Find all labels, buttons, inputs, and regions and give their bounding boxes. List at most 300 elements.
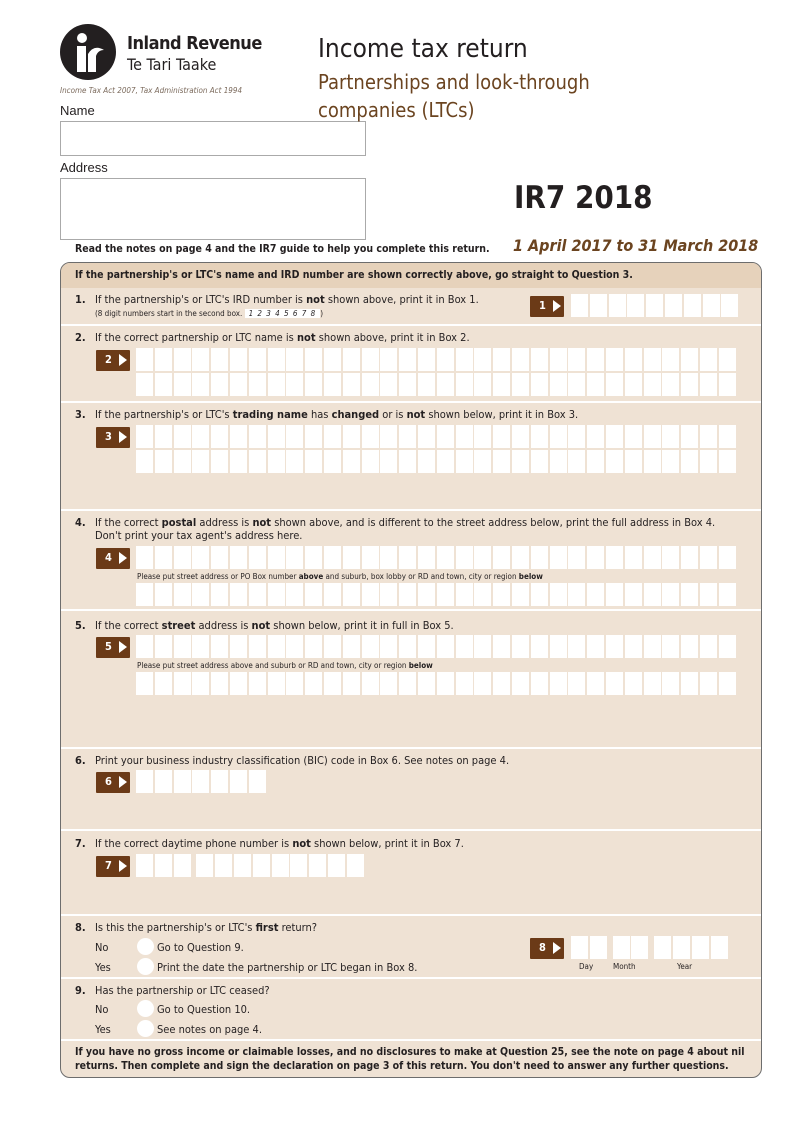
character-cell[interactable] [286,373,303,396]
character-cell[interactable] [644,672,661,695]
character-cell[interactable] [662,373,679,396]
character-cell[interactable] [305,635,322,658]
character-cell[interactable] [272,854,289,877]
character-cell[interactable] [286,635,303,658]
character-cell[interactable] [474,546,491,569]
character-cell[interactable] [493,450,510,473]
character-cell[interactable] [343,672,360,695]
character-cell[interactable] [253,854,270,877]
character-cell[interactable] [211,425,228,448]
q9-yes-radio[interactable] [137,1020,154,1037]
character-cell[interactable] [662,546,679,569]
character-cell[interactable] [719,672,736,695]
character-cell[interactable] [703,294,720,317]
character-cell[interactable] [230,770,247,793]
character-cell[interactable] [437,672,454,695]
character-cell[interactable] [174,373,191,396]
character-cell[interactable] [174,425,191,448]
character-cell[interactable] [700,635,717,658]
character-cell[interactable] [681,450,698,473]
character-cell[interactable] [587,425,604,448]
character-cell[interactable] [249,425,266,448]
character-cell[interactable] [136,672,153,695]
character-cell[interactable] [550,546,567,569]
character-cell[interactable] [249,583,266,606]
character-cell[interactable] [662,635,679,658]
character-cell[interactable] [662,348,679,371]
character-cell[interactable] [347,854,364,877]
character-cell[interactable] [230,348,247,371]
character-cell[interactable] [644,348,661,371]
character-cell[interactable] [399,583,416,606]
character-cell[interactable] [328,854,345,877]
character-cell[interactable] [399,425,416,448]
character-cell[interactable] [249,546,266,569]
character-cell[interactable] [568,583,585,606]
character-cell[interactable] [399,373,416,396]
character-cell[interactable] [644,635,661,658]
character-cell[interactable] [192,546,209,569]
box-2-name-line-2[interactable] [136,373,738,396]
box-5-street-line-2[interactable] [136,672,738,695]
character-cell[interactable] [380,425,397,448]
character-cell[interactable] [493,373,510,396]
character-cell[interactable] [719,373,736,396]
character-cell[interactable] [625,450,642,473]
character-cell[interactable] [399,348,416,371]
character-cell[interactable] [719,348,736,371]
character-cell[interactable] [437,583,454,606]
character-cell[interactable] [268,348,285,371]
name-field[interactable] [60,121,366,156]
character-cell[interactable] [155,854,172,877]
character-cell[interactable] [609,294,626,317]
character-cell[interactable] [136,348,153,371]
character-cell[interactable] [673,936,690,959]
character-cell[interactable] [343,373,360,396]
character-cell[interactable] [493,635,510,658]
character-cell[interactable] [196,854,213,877]
character-cell[interactable] [654,936,671,959]
character-cell[interactable] [155,450,172,473]
character-cell[interactable] [324,583,341,606]
character-cell[interactable] [249,450,266,473]
character-cell[interactable] [606,635,623,658]
box-6-bic-code[interactable] [136,770,268,793]
character-cell[interactable] [512,583,529,606]
box-8-start-date[interactable] [571,936,729,959]
character-cell[interactable] [456,348,473,371]
character-cell[interactable] [474,348,491,371]
character-cell[interactable] [531,635,548,658]
character-cell[interactable] [711,936,728,959]
character-cell[interactable] [437,348,454,371]
character-cell[interactable] [399,635,416,658]
character-cell[interactable] [719,583,736,606]
box-3-trading-name-line-2[interactable] [136,450,738,473]
character-cell[interactable] [662,450,679,473]
character-cell[interactable] [174,770,191,793]
character-cell[interactable] [700,546,717,569]
character-cell[interactable] [174,672,191,695]
character-cell[interactable] [550,583,567,606]
character-cell[interactable] [418,425,435,448]
character-cell[interactable] [174,854,191,877]
character-cell[interactable] [268,635,285,658]
character-cell[interactable] [493,583,510,606]
character-cell[interactable] [493,425,510,448]
q8-yes-radio[interactable] [137,958,154,975]
character-cell[interactable] [571,294,588,317]
character-cell[interactable] [590,294,607,317]
character-cell[interactable] [719,450,736,473]
character-cell[interactable] [136,770,153,793]
character-cell[interactable] [474,373,491,396]
character-cell[interactable] [550,425,567,448]
character-cell[interactable] [230,635,247,658]
character-cell[interactable] [531,348,548,371]
character-cell[interactable] [399,546,416,569]
character-cell[interactable] [512,373,529,396]
character-cell[interactable] [550,373,567,396]
character-cell[interactable] [136,546,153,569]
character-cell[interactable] [587,348,604,371]
character-cell[interactable] [249,348,266,371]
character-cell[interactable] [305,450,322,473]
character-cell[interactable] [681,635,698,658]
character-cell[interactable] [606,583,623,606]
character-cell[interactable] [681,373,698,396]
character-cell[interactable] [136,373,153,396]
character-cell[interactable] [474,583,491,606]
character-cell[interactable] [681,546,698,569]
character-cell[interactable] [625,583,642,606]
character-cell[interactable] [418,546,435,569]
character-cell[interactable] [437,635,454,658]
character-cell[interactable] [211,546,228,569]
character-cell[interactable] [606,425,623,448]
character-cell[interactable] [644,373,661,396]
character-cell[interactable] [305,348,322,371]
character-cell[interactable] [512,450,529,473]
character-cell[interactable] [343,583,360,606]
character-cell[interactable] [437,425,454,448]
character-cell[interactable] [211,635,228,658]
character-cell[interactable] [305,373,322,396]
character-cell[interactable] [286,583,303,606]
character-cell[interactable] [286,672,303,695]
character-cell[interactable] [343,635,360,658]
character-cell[interactable] [324,425,341,448]
character-cell[interactable] [606,672,623,695]
character-cell[interactable] [343,450,360,473]
character-cell[interactable] [613,936,630,959]
character-cell[interactable] [380,672,397,695]
character-cell[interactable] [174,583,191,606]
box-4-postal-line-2[interactable] [136,583,738,606]
character-cell[interactable] [550,450,567,473]
character-cell[interactable] [456,546,473,569]
character-cell[interactable] [512,672,529,695]
character-cell[interactable] [606,546,623,569]
character-cell[interactable] [644,546,661,569]
character-cell[interactable] [550,348,567,371]
character-cell[interactable] [362,635,379,658]
character-cell[interactable] [380,373,397,396]
character-cell[interactable] [211,770,228,793]
character-cell[interactable] [531,450,548,473]
character-cell[interactable] [568,450,585,473]
character-cell[interactable] [286,425,303,448]
character-cell[interactable] [324,546,341,569]
character-cell[interactable] [418,635,435,658]
character-cell[interactable] [571,936,588,959]
character-cell[interactable] [719,546,736,569]
character-cell[interactable] [587,450,604,473]
character-cell[interactable] [627,294,644,317]
character-cell[interactable] [362,546,379,569]
character-cell[interactable] [681,583,698,606]
character-cell[interactable] [719,425,736,448]
character-cell[interactable] [155,672,172,695]
character-cell[interactable] [324,450,341,473]
character-cell[interactable] [631,936,648,959]
character-cell[interactable] [362,373,379,396]
character-cell[interactable] [305,583,322,606]
character-cell[interactable] [474,635,491,658]
box-2-name-line-1[interactable] [136,348,738,371]
character-cell[interactable] [380,546,397,569]
character-cell[interactable] [249,635,266,658]
character-cell[interactable] [192,373,209,396]
character-cell[interactable] [230,672,247,695]
character-cell[interactable] [512,635,529,658]
character-cell[interactable] [531,425,548,448]
character-cell[interactable] [305,672,322,695]
character-cell[interactable] [568,425,585,448]
character-cell[interactable] [343,425,360,448]
character-cell[interactable] [192,635,209,658]
character-cell[interactable] [418,583,435,606]
character-cell[interactable] [662,425,679,448]
character-cell[interactable] [646,294,663,317]
character-cell[interactable] [230,583,247,606]
character-cell[interactable] [568,373,585,396]
character-cell[interactable] [587,672,604,695]
character-cell[interactable] [531,672,548,695]
character-cell[interactable] [380,348,397,371]
character-cell[interactable] [249,672,266,695]
character-cell[interactable] [418,672,435,695]
character-cell[interactable] [309,854,326,877]
character-cell[interactable] [286,450,303,473]
character-cell[interactable] [343,546,360,569]
character-cell[interactable] [437,450,454,473]
character-cell[interactable] [174,450,191,473]
character-cell[interactable] [192,425,209,448]
box-1-ird-number[interactable] [571,294,740,317]
character-cell[interactable] [290,854,307,877]
character-cell[interactable] [625,635,642,658]
character-cell[interactable] [625,373,642,396]
character-cell[interactable] [155,348,172,371]
character-cell[interactable] [681,348,698,371]
character-cell[interactable] [456,635,473,658]
character-cell[interactable] [324,635,341,658]
character-cell[interactable] [230,546,247,569]
character-cell[interactable] [268,450,285,473]
character-cell[interactable] [512,348,529,371]
character-cell[interactable] [531,373,548,396]
character-cell[interactable] [474,425,491,448]
character-cell[interactable] [155,373,172,396]
character-cell[interactable] [644,450,661,473]
character-cell[interactable] [362,450,379,473]
character-cell[interactable] [587,583,604,606]
character-cell[interactable] [324,373,341,396]
character-cell[interactable] [192,770,209,793]
character-cell[interactable] [512,425,529,448]
character-cell[interactable] [662,672,679,695]
character-cell[interactable] [399,450,416,473]
q9-no-radio[interactable] [137,1000,154,1017]
character-cell[interactable] [474,672,491,695]
character-cell[interactable] [681,672,698,695]
character-cell[interactable] [568,546,585,569]
character-cell[interactable] [493,348,510,371]
character-cell[interactable] [606,373,623,396]
character-cell[interactable] [437,373,454,396]
character-cell[interactable] [700,425,717,448]
character-cell[interactable] [155,583,172,606]
character-cell[interactable] [155,770,172,793]
character-cell[interactable] [606,348,623,371]
character-cell[interactable] [324,348,341,371]
character-cell[interactable] [587,546,604,569]
character-cell[interactable] [286,348,303,371]
character-cell[interactable] [721,294,738,317]
character-cell[interactable] [550,672,567,695]
character-cell[interactable] [324,672,341,695]
character-cell[interactable] [456,425,473,448]
character-cell[interactable] [155,425,172,448]
character-cell[interactable] [136,635,153,658]
character-cell[interactable] [700,672,717,695]
character-cell[interactable] [681,425,698,448]
character-cell[interactable] [286,546,303,569]
character-cell[interactable] [700,373,717,396]
character-cell[interactable] [587,635,604,658]
character-cell[interactable] [136,450,153,473]
character-cell[interactable] [362,583,379,606]
character-cell[interactable] [587,373,604,396]
character-cell[interactable] [268,546,285,569]
character-cell[interactable] [700,450,717,473]
character-cell[interactable] [531,546,548,569]
character-cell[interactable] [456,450,473,473]
character-cell[interactable] [437,546,454,569]
character-cell[interactable] [456,672,473,695]
character-cell[interactable] [644,583,661,606]
character-cell[interactable] [155,635,172,658]
box-3-trading-name-line-1[interactable] [136,425,738,448]
character-cell[interactable] [700,348,717,371]
character-cell[interactable] [531,583,548,606]
character-cell[interactable] [211,450,228,473]
address-field[interactable] [60,178,366,240]
character-cell[interactable] [192,348,209,371]
character-cell[interactable] [590,936,607,959]
character-cell[interactable] [692,936,709,959]
character-cell[interactable] [362,672,379,695]
character-cell[interactable] [512,546,529,569]
character-cell[interactable] [249,770,266,793]
character-cell[interactable] [399,672,416,695]
character-cell[interactable] [625,425,642,448]
character-cell[interactable] [136,425,153,448]
character-cell[interactable] [380,450,397,473]
character-cell[interactable] [418,450,435,473]
character-cell[interactable] [268,373,285,396]
character-cell[interactable] [362,348,379,371]
character-cell[interactable] [700,583,717,606]
character-cell[interactable] [211,583,228,606]
character-cell[interactable] [493,672,510,695]
character-cell[interactable] [268,425,285,448]
character-cell[interactable] [362,425,379,448]
character-cell[interactable] [456,583,473,606]
character-cell[interactable] [568,348,585,371]
character-cell[interactable] [625,348,642,371]
character-cell[interactable] [230,425,247,448]
character-cell[interactable] [249,373,266,396]
character-cell[interactable] [230,373,247,396]
character-cell[interactable] [644,425,661,448]
character-cell[interactable] [174,546,191,569]
q8-no-radio[interactable] [137,938,154,955]
character-cell[interactable] [665,294,682,317]
character-cell[interactable] [211,348,228,371]
character-cell[interactable] [719,635,736,658]
box-5-street-line-1[interactable] [136,635,738,658]
box-7-phone-number[interactable] [136,854,366,877]
character-cell[interactable] [305,546,322,569]
character-cell[interactable] [493,546,510,569]
character-cell[interactable] [230,450,247,473]
character-cell[interactable] [174,635,191,658]
character-cell[interactable] [136,583,153,606]
character-cell[interactable] [174,348,191,371]
character-cell[interactable] [211,373,228,396]
character-cell[interactable] [550,635,567,658]
character-cell[interactable] [568,672,585,695]
character-cell[interactable] [418,373,435,396]
character-cell[interactable] [418,348,435,371]
character-cell[interactable] [474,450,491,473]
character-cell[interactable] [380,583,397,606]
character-cell[interactable] [211,672,228,695]
character-cell[interactable] [606,450,623,473]
character-cell[interactable] [192,583,209,606]
character-cell[interactable] [305,425,322,448]
character-cell[interactable] [136,854,153,877]
character-cell[interactable] [343,348,360,371]
character-cell[interactable] [625,546,642,569]
character-cell[interactable] [192,450,209,473]
character-cell[interactable] [456,373,473,396]
character-cell[interactable] [625,672,642,695]
character-cell[interactable] [155,546,172,569]
